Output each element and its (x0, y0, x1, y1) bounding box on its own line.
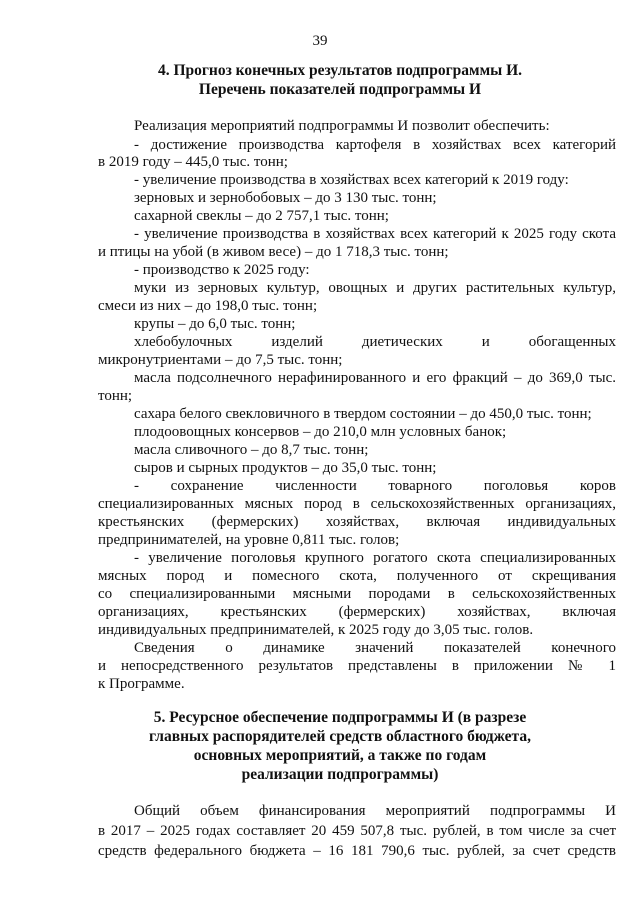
section-4-title-line-2: Перечень показателей подпрограммы И (198, 81, 482, 98)
paragraph-line: плодоовощных консервов – до 210,0 млн условных банок; (134, 424, 507, 440)
paragraph-line: со специализированными мясными породами в сельскохозяйственных (98, 586, 616, 602)
paragraph-line: в 2017 – 2025 годах составляет 20 459 507,8 тыс. рублей, в том числе за счет (98, 823, 616, 839)
section-5-title-line-3: основных мероприятий, а также по годам (193, 747, 487, 764)
paragraph-line: Реализация мероприятий подпрограммы И позволит обеспечить: (134, 118, 550, 134)
paragraph-line: сахара белого свекловичного в твердом состоянии – до 450,0 тыс. тонн; (134, 406, 592, 422)
paragraph-line: сахарной свеклы – до 2 757,1 тыс. тонн; (134, 208, 389, 224)
paragraph-line: специализированных мясных пород в сельскохозяйственных организациях, (98, 496, 616, 512)
paragraph-line: - увеличение производства в хозяйствах всех категорий к 2025 году скота (134, 226, 616, 242)
page-number: 39 (312, 33, 328, 49)
paragraph-line: мясных пород и помесного скота, полученного от скрещивания (98, 568, 616, 584)
paragraph-line: в 2019 году – 445,0 тыс. тонн; (98, 154, 288, 170)
paragraph-line: хлебобулочных изделий диетических и обогащенных (134, 334, 616, 350)
paragraph-line: масла подсолнечного нерафинированного и его фракций – до 369,0 тыс. (134, 370, 616, 386)
paragraph-line: тонн; (98, 388, 133, 404)
paragraph-line: зерновых и зернобобовых – до 3 130 тыс. тонн; (134, 190, 437, 206)
paragraph-line: крупы – до 6,0 тыс. тонн; (134, 316, 296, 332)
paragraph-line: Сведения о динамике значений показателей конечного (134, 640, 616, 656)
paragraph-line: - достижение производства картофеля в хозяйствах всех категорий (134, 137, 616, 153)
paragraph-line: предпринимателей, на уровне 0,811 тыс. голов; (98, 532, 400, 548)
paragraph-line: - производство к 2025 году: (134, 262, 310, 278)
paragraph-line: и птицы на убой (в живом весе) – до 1 718,3 тыс. тонн; (98, 244, 449, 260)
paragraph-line: к Программе. (98, 676, 185, 692)
section-5-title-line-2: главных распорядителей средств областного бюджета, (149, 728, 531, 745)
paragraph-line: Общий объем финансирования мероприятий подпрограммы И (134, 803, 616, 819)
paragraph-line: микронутриентами – до 7,5 тыс. тонн; (98, 352, 343, 368)
paragraph-line: индивидуальных предпринимателей, к 2025 году до 3,05 тыс. голов. (98, 622, 534, 638)
paragraph-line: организациях, крестьянских (фермерских) хозяйствах, включая (98, 604, 616, 620)
section-5-title-line-4: реализации подпрограммы) (241, 766, 439, 783)
paragraph-line: смеси из них – до 198,0 тыс. тонн; (98, 298, 318, 314)
paragraph-line: - увеличение поголовья крупного рогатого скота специализированных (134, 550, 616, 566)
paragraph-line: муки из зерновых культур, овощных и других растительных культур, (134, 280, 616, 296)
paragraph-line: и непосредственного результатов представлены в приложении № 1 (98, 658, 616, 674)
paragraph-line: масла сливочного – до 8,7 тыс. тонн; (134, 442, 369, 458)
paragraph-line: - увеличение производства в хозяйствах всех категорий к 2019 году: (134, 172, 569, 188)
paragraph-line: - сохранение численности товарного поголовья коров (134, 478, 616, 494)
paragraph-line: средств федерального бюджета – 16 181 790,6 тыс. рублей, за счет средств (98, 843, 616, 859)
paragraph-line: крестьянских (фермерских) хозяйствах, включая индивидуальных (98, 514, 616, 530)
paragraph-line: сыров и сырных продуктов – до 35,0 тыс. тонн; (134, 460, 437, 476)
section-5-title-line-1: 5. Ресурсное обеспечение подпрограммы И (в разрезе (153, 709, 527, 726)
section-4-title-line-1: 4. Прогноз конечных результатов подпрограммы И. (157, 62, 523, 79)
